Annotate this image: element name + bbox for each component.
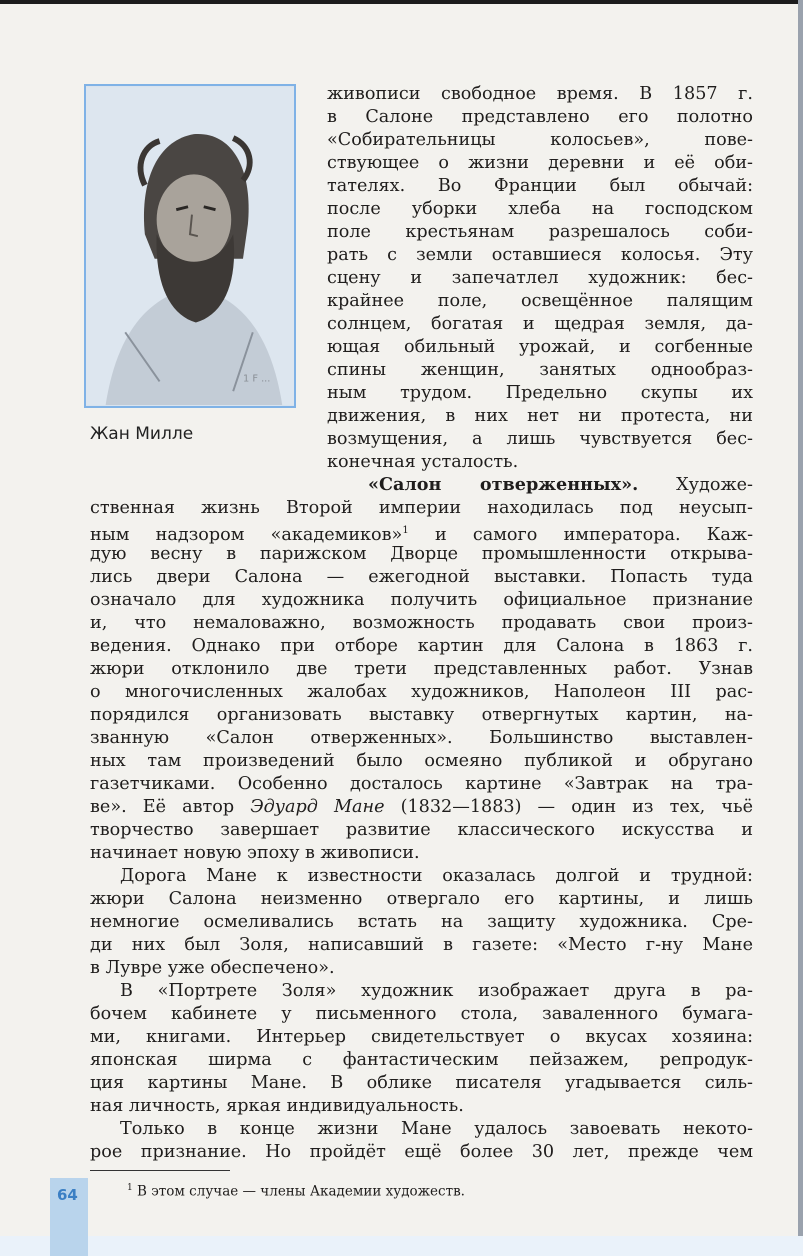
text-line: в Лувре уже обеспечено». (90, 958, 335, 978)
text-line: возмущения, а лишь чувствуется бес- (327, 429, 753, 449)
text-line: «Собирательницы колосьев», пове- (327, 130, 753, 150)
text-line: дую весну в парижском Дворце промышленности открыва- (90, 544, 753, 564)
text-line: крайнее поле, освещённое палящим (327, 291, 753, 311)
text-line: японская ширма с фантастическим пейзажем, репродук- (90, 1050, 753, 1070)
text-fragment: ве». Её автор (90, 797, 251, 817)
page-bottom-band (0, 1236, 803, 1256)
text-line: ным трудом. Предельно скупы их (327, 383, 753, 403)
text-line: ющая обильный урожай, и согбенные (327, 337, 753, 357)
text-line: живописи свободное время. В 1857 г. (327, 84, 753, 104)
text-fragment: ным надзором «академиков» (90, 524, 403, 545)
text-line: означало для художника получить официальное признание (90, 590, 753, 610)
text-line: сцену и запечатлел художник: бес- (327, 268, 753, 288)
text-line: ных там произведений было осмеяно публикой и обругано (90, 751, 753, 771)
text-line: Дорога Мане к известности оказалась долгой и трудной: (120, 866, 753, 886)
text-line: тателях. Во Франции был обычай: (327, 176, 753, 196)
text-line: званную «Салон отверженных». Большинство выставлен- (90, 728, 753, 748)
section-heading: «Салон отверженных». (368, 474, 639, 495)
text-line: лись двери Салона — ежегодной выставки. Попасть туда (90, 567, 753, 587)
footnote-mark: 1 (127, 1183, 133, 1193)
text-line: ди них был Золя, написавший в газете: «Место г-ну Мане (90, 935, 753, 955)
svg-text:1 F ...: 1 F ... (242, 373, 271, 385)
text-line: В «Портрете Золя» художник изображает друга в ра- (120, 981, 753, 1001)
text-line: ственная жизнь Второй империи находилась под неусып- (90, 498, 753, 518)
text-line (90, 797, 753, 817)
text-line: конечная усталость. (327, 452, 519, 472)
text-line: бочем кабинете у письменного стола, заваленного бумага- (90, 1004, 753, 1024)
footnote-rule (90, 1170, 230, 1171)
text-line: ствующее о жизни деревни и её оби- (327, 153, 753, 173)
text-line: начинает новую эпоху в живописи. (90, 843, 420, 863)
text-line: порядился организовать выставку отвергнутых картин, на- (90, 705, 753, 725)
footnote-text: В этом случае — члены Академии художеств. (132, 1183, 465, 1200)
text-line: ция картины Мане. В облике писателя угадывается силь- (90, 1073, 753, 1093)
text-line: ми, книгами. Интерьер свидетельствует о вкусах хозяина: (90, 1027, 753, 1047)
text-line (90, 521, 753, 545)
text-line: творчество завершает развитие классического искусства и (90, 820, 753, 840)
portrait-image (84, 84, 296, 408)
text-line: жюри отклонило две трети представленных работ. Узнав (90, 659, 753, 679)
text-line: поле крестьянам разрешалось соби- (327, 222, 753, 242)
footnote (127, 1180, 465, 1200)
text-line: о многочисленных жалобах художников, Наполеон III рас- (90, 682, 753, 702)
text-line: спины женщин, занятых однообраз- (327, 360, 753, 380)
footnote-ref: 1 (402, 525, 409, 536)
text-line: в Салоне представлено его полотно (327, 107, 753, 127)
text-line: солнцем, богатая и щедрая земля, да- (327, 314, 753, 334)
text-fragment: и самого императора. Каж- (408, 524, 754, 545)
text-line: ведения. Однако при отборе картин для Салона в 1863 г. (90, 636, 753, 656)
text-fragment: (1832—1883) — один из тех, чьё (384, 797, 753, 817)
text-line: после уборки хлеба на господском (327, 199, 753, 219)
text-fragment: Художе- (676, 475, 753, 495)
page-number: 64 (57, 1186, 78, 1204)
artist-name: Эдуард Мане (250, 797, 385, 817)
text-line: жюри Салона неизменно отвергало его картины, и лишь (90, 889, 753, 909)
text-line: ная личность, яркая индивидуальность. (90, 1096, 464, 1116)
text-line: немногие осмеливались встать на защиту художника. Сре- (90, 912, 753, 932)
text-line: рать с земли оставшиеся колосья. Эту (327, 245, 753, 265)
text-line: и, что немаловажно, возможность продавать свои произ- (90, 613, 753, 633)
text-line: рое признание. Но пройдёт ещё более 30 лет, прежде чем (90, 1142, 753, 1162)
page-edge (798, 0, 803, 1256)
text-line: газетчиками. Особенно досталось картине «Завтрак на тра- (90, 774, 753, 794)
top-edge-shadow (0, 0, 803, 4)
text-line: движения, в них нет ни протеста, ни (327, 406, 753, 426)
section-heading-line (368, 475, 753, 495)
portrait-caption: Жан Милле (90, 424, 194, 444)
text-line: Только в конце жизни Мане удалось завоевать некото- (120, 1119, 753, 1139)
